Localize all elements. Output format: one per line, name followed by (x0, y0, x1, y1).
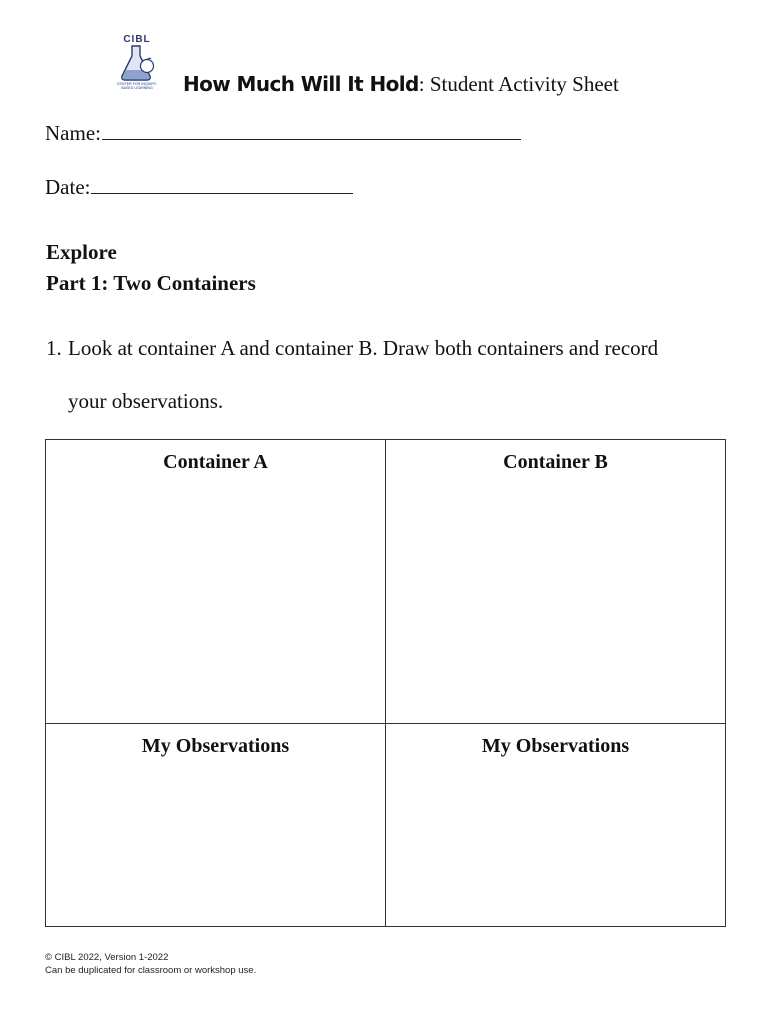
container-b-header: Container B (503, 451, 608, 473)
section-heading: Explore (46, 240, 117, 264)
usage-note: Can be duplicated for classroom or workshop use. (45, 965, 257, 976)
question-text-line1: Look at container A and container B. Draw both containers and record (68, 336, 659, 360)
observations-a-cell[interactable] (46, 724, 386, 927)
question-number: 1. (46, 336, 62, 360)
title-suffix: : Student Activity Sheet (418, 72, 619, 96)
observations-a-header: My Observations (141, 735, 290, 757)
title-activity-name: How Much Will It Hold (183, 72, 419, 96)
footer (45, 951, 256, 977)
name-field (45, 121, 521, 146)
part-heading: Part 1: Two Containers (46, 271, 256, 295)
date-blank-line[interactable] (91, 175, 353, 194)
name-label: Name: (45, 121, 101, 145)
observations-b-cell[interactable] (386, 724, 726, 927)
flask-icon (121, 44, 155, 82)
observation-table (45, 439, 726, 927)
copyright-text: © CIBL 2022, Version 1-2022 (45, 952, 169, 963)
question-1 (46, 322, 726, 428)
page-title (183, 72, 619, 97)
logo-subtitle: CENTER FOR INQUIRY-BASED LEARNING (116, 82, 158, 90)
question-text-line2: your observations. (68, 389, 224, 413)
observations-b-header: My Observations (481, 735, 630, 757)
container-a-cell[interactable] (46, 440, 386, 724)
date-label: Date: (45, 175, 91, 199)
name-blank-line[interactable] (102, 121, 521, 140)
logo-name: CIBL (123, 34, 151, 45)
date-field (45, 175, 353, 200)
container-a-header: Container A (163, 451, 268, 473)
cibl-logo (112, 34, 162, 100)
container-b-cell[interactable] (386, 440, 726, 724)
